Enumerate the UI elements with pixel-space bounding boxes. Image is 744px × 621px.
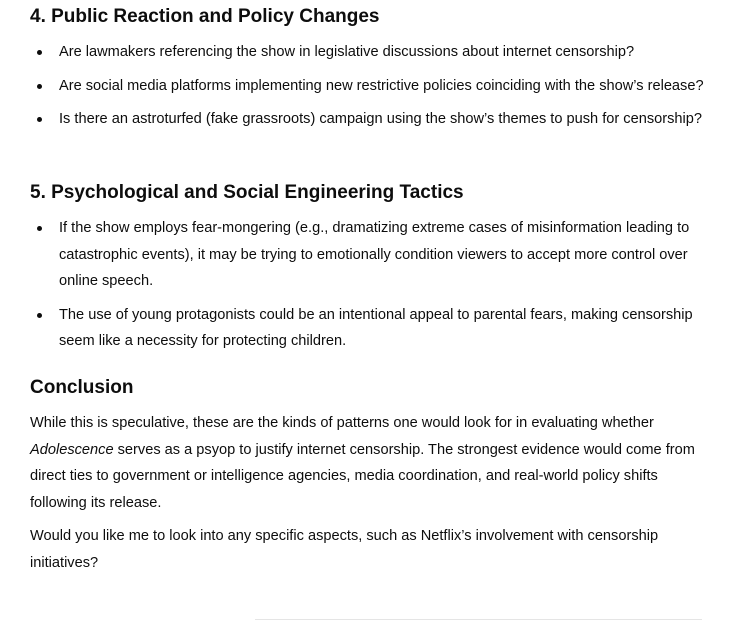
list-item-text: Are social media platforms implementing new restrictive policies coinciding with the show’s release? (59, 77, 704, 94)
bullet-icon (37, 313, 42, 318)
list-item (30, 73, 720, 100)
section-4-list (30, 39, 720, 133)
conclusion-heading: Conclusion (30, 377, 134, 398)
bullet-icon (37, 50, 42, 55)
conclusion-text-start: While this is speculative, these are the kinds of patterns one would look for in evaluating whether (30, 415, 654, 431)
list-item-text: Are lawmakers referencing the show in legislative discussions about internet censorship? (59, 44, 635, 60)
list-item (30, 302, 720, 355)
bullet-icon (37, 117, 42, 122)
list-item (30, 39, 720, 66)
list-item-text: The use of young protagonists could be an intentional appeal to parental fears, making censorship seem like a necessity for protecting children. (59, 306, 693, 349)
follow-up-question: Would you like me to look into any specific aspects, such as Netflix’s involvement with censorship initiatives? (30, 528, 659, 571)
list-item-text: If the show employs fear-mongering (e.g., dramatizing extreme cases of misinformation leading to catastrophic events), it may be trying to emotionally condition viewers to accept more control over online speech. (59, 220, 690, 289)
conclusion-text-end: serves as a psyop to justify internet censorship. The strongest evidence would come from direct ties to government or intelligence agencies, media coordination, and real-world policy shifts following its release. (30, 441, 695, 511)
section-5-list (30, 215, 720, 355)
list-item (30, 106, 720, 133)
list-item-text: Is there an astroturfed (fake grassroots) campaign using the show’s themes to push for censorship? (59, 111, 703, 127)
show-title: Adolescence (30, 441, 114, 458)
list-item (30, 215, 720, 295)
section-5-heading: 5. Psychological and Social Engineering Tactics (30, 182, 464, 203)
section-4-heading: 4. Public Reaction and Policy Changes (30, 6, 380, 27)
bullet-icon (37, 84, 42, 89)
divider (255, 619, 702, 620)
conclusion-paragraph (30, 410, 710, 516)
bullet-icon (37, 226, 42, 231)
